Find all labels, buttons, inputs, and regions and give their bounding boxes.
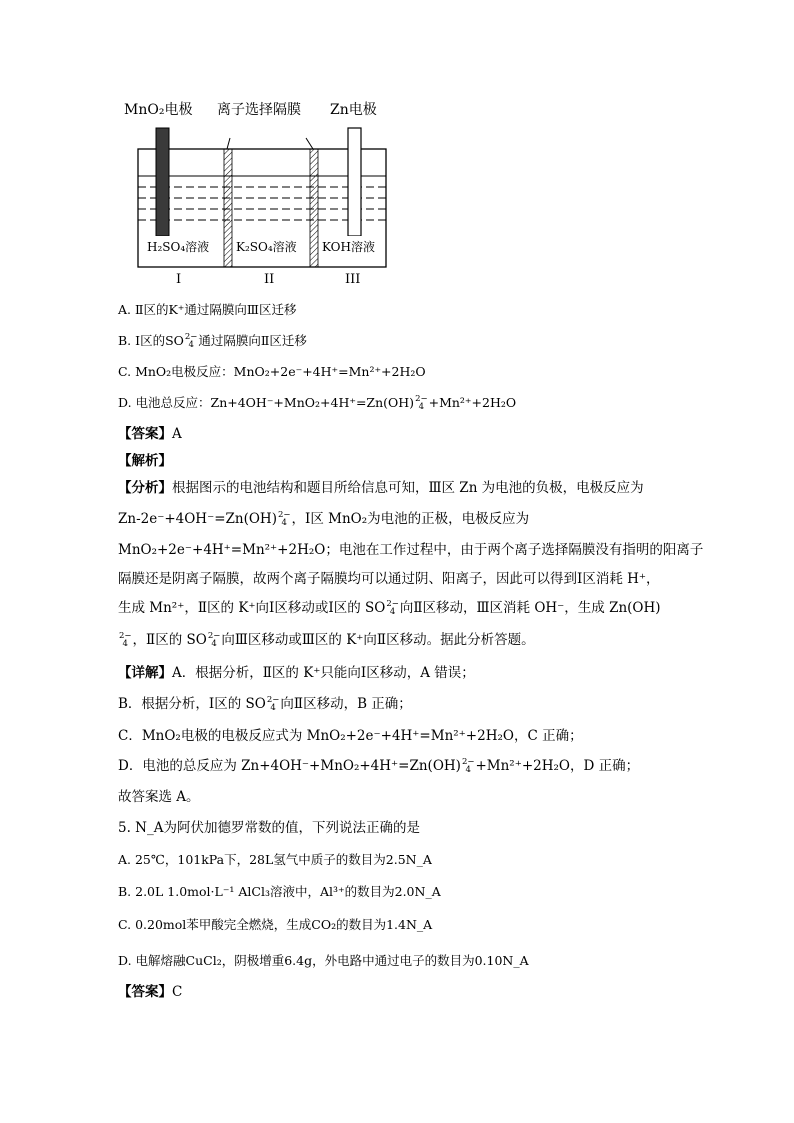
q4-detail-b: B．根据分析，Ⅰ区的 SO 2− 4 向Ⅱ区移动，B 正确； [118,694,412,713]
q5-answer: 【答案】C [118,984,183,1000]
zone-3: III [345,272,361,287]
solution-k2so4: K₂SO₄溶液 [236,240,297,254]
q4-option-b: B. Ⅰ区的SO 2− 4 通过隔膜向Ⅱ区迁移 [118,331,307,350]
membrane-right [310,149,318,267]
q4-fenxi-line1: 【分析】根据图示的电池结构和题目所给信息可知，Ⅲ区 Zn 为电池的负极，电极反应为 [118,480,644,496]
zone-2: II [264,272,275,287]
q4-fenxi-line2: Zn-2e⁻+4OH⁻=Zn(OH) 2− 4 ，Ⅰ区 MnO₂为电池的正极，电极反应为 [118,509,530,528]
q4-option-a: A. Ⅱ区的K⁺通过隔膜向Ⅲ区迁移 [118,302,297,317]
battery-diagram [120,94,400,289]
q5-option-a: A. 25℃，101kPa下，28L氢气中质子的数目为2.5N_A [118,852,432,867]
q5-stem: 5. N_A为阿伏加德罗常数的值，下列说法正确的是 [118,820,420,836]
membrane-left [224,149,232,267]
q4-fenxi-line4: 隔膜还是阴离子隔膜，故两个离子隔膜均可以通过阴、阳离子，因此可以得到Ⅰ区消耗 H⁺， [118,571,660,587]
q4-option-d: D. 电池总反应：Zn+4OH⁻+MnO₂+4H⁺=Zn(OH) 2− 4 +Mn²⁺+2H₂O [118,393,517,412]
q5-option-d: D. 电解熔融CuCl₂，阴极增重6.4g，外电路中通过电子的数目为0.10N_A [118,953,529,968]
q4-answer: 【答案】A [118,426,182,442]
solution-koh: KOH溶液 [322,240,375,254]
zone-1: I [176,272,182,287]
q4-conclusion: 故答案选 A。 [118,789,200,805]
label-membrane: 离子选择隔膜 [217,102,301,118]
q4-detail-c: C．MnO₂电极的电极反应式为 MnO₂+2e⁻+4H⁺=Mn²⁺+2H₂O，C 正确； [118,728,583,744]
q4-fenxi-line5: 生成 Mn²⁺，Ⅱ区的 K⁺向Ⅰ区移动或Ⅰ区的 SO 2− 4 向Ⅱ区移动，Ⅲ区消耗 OH⁻，生成 Zn(OH) [118,598,661,617]
q4-fenxi-line6: 2− 4 ，Ⅱ区的 SO 2− 4 向Ⅲ区移动或Ⅲ区的 K⁺向Ⅱ区移动。据此分析答题。 [119,630,535,649]
mno2-electrode [156,128,169,236]
q4-fenxi-line3: MnO₂+2e⁻+4H⁺=Mn²⁺+2H₂O；电池在工作过程中，由于两个离子选择隔膜没有指明的阳离子 [118,542,704,558]
solution-h2so4: H₂SO₄溶液 [147,240,210,254]
q4-detail-d: D．电池的总反应为 Zn+4OH⁻+MnO₂+4H⁺=Zn(OH) 2− 4 +Mn²⁺+2H₂O，D 正确； [118,756,640,775]
zn-electrode [348,128,361,236]
label-zn: Zn电极 [330,102,377,118]
q5-option-c: C. 0.20mol苯甲酸完全燃烧，生成CO₂的数目为1.4N_A [118,917,433,932]
q4-analysis-tag: 【解析】 [118,453,172,469]
label-mno2: MnO₂电极 [124,102,193,118]
q4-option-c: C. MnO₂电极反应：MnO₂+2e⁻+4H⁺=Mn²⁺+2H₂O [118,364,426,379]
q4-detail-a: 【详解】A．根据分析，Ⅱ区的 K⁺只能向Ⅰ区移动，A 错误； [118,665,475,681]
q5-option-b: B. 2.0L 1.0mol·L⁻¹ AlCl₃溶液中，Al³⁺的数目为2.0N_A [118,884,441,899]
